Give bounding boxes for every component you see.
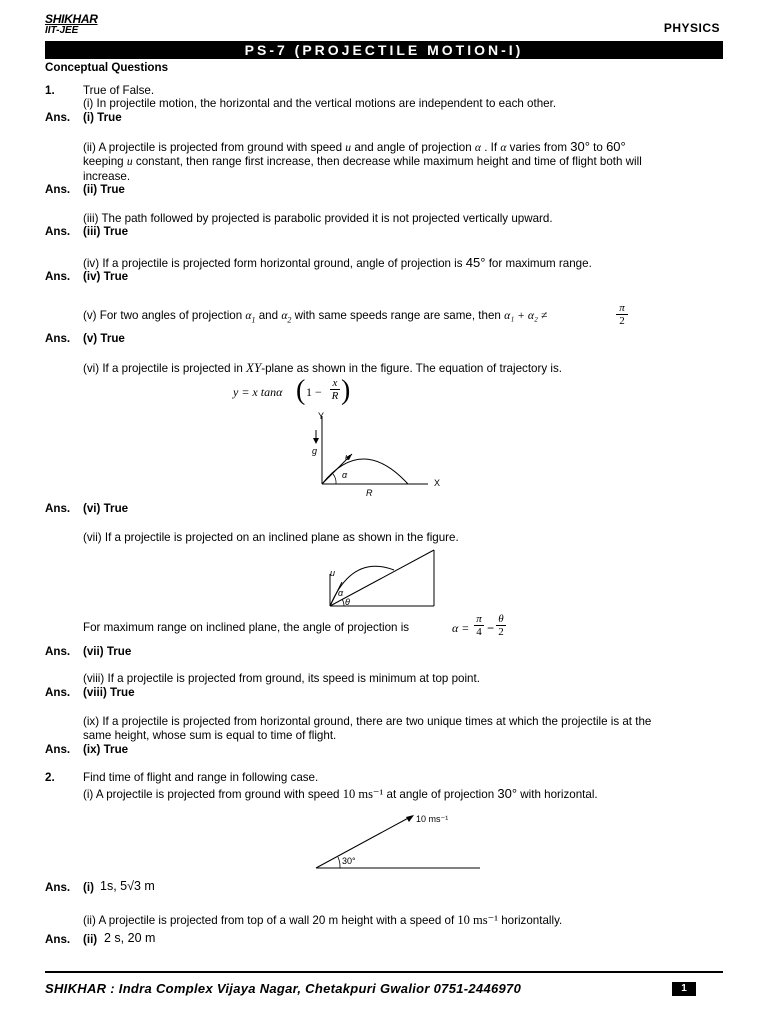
answer-2: (ii) True bbox=[83, 183, 125, 196]
label-u: u bbox=[345, 452, 351, 462]
footer-divider bbox=[45, 971, 723, 973]
ans-label: Ans. bbox=[45, 933, 71, 946]
ans-label: Ans. bbox=[45, 225, 71, 238]
q2-answer-1-label: (i) bbox=[83, 881, 94, 894]
q2-statement-1: (i) A projectile is projected from ground with speed 10 ms⁻¹ at angle of projection 30° with horizontal. bbox=[83, 786, 598, 801]
paren-left: ( bbox=[296, 375, 306, 406]
angle-arc bbox=[333, 474, 336, 484]
ans-label: Ans. bbox=[45, 645, 71, 658]
figure-launch-30deg bbox=[310, 810, 486, 874]
statement-4: (iv) If a projectile is projected form horizontal ground, angle of projection is 45° for maximum range. bbox=[83, 255, 592, 270]
question-number: 1. bbox=[45, 84, 55, 97]
velocity-vector bbox=[316, 816, 412, 868]
arrow-head bbox=[406, 815, 414, 822]
ans-label: Ans. bbox=[45, 332, 71, 345]
statement-7b: For maximum range on inclined plane, the angle of projection is bbox=[83, 621, 410, 634]
answer-9: (ix) True bbox=[83, 743, 129, 756]
statement-2-line1: (ii) A projectile is projected from ground with speed u and angle of projection α . If α varies from 30° to 60° bbox=[83, 139, 626, 154]
label-theta: θ bbox=[345, 597, 350, 607]
answer-7: (vii) True bbox=[83, 645, 132, 658]
fraction-theta-over-2: θ 2 bbox=[496, 613, 506, 638]
answer-3: (iii) True bbox=[83, 225, 129, 238]
q2-answer-2-value: 2 s, 20 m bbox=[104, 931, 156, 945]
statement-2-line3: increase. bbox=[83, 170, 131, 183]
statement-1: (i) In projectile motion, the horizontal and the vertical motions are independent to each other. bbox=[83, 97, 557, 110]
answer-8: (viii) True bbox=[83, 686, 135, 699]
question-number: 2. bbox=[45, 771, 55, 784]
trajectory-equation: y = x tanα bbox=[233, 385, 283, 399]
alpha-equals: α = bbox=[452, 621, 470, 635]
label-R: R bbox=[366, 488, 373, 498]
label-alpha: α bbox=[338, 588, 344, 598]
footer-address: SHIKHAR : Indra Complex Vijaya Nagar, Chetakpuri Gwalior 0751-2446970 bbox=[45, 981, 522, 996]
subject-label: PHYSICS bbox=[663, 21, 720, 35]
logo-line2: IIT-JEE bbox=[45, 25, 79, 36]
answer-5: (v) True bbox=[83, 332, 125, 345]
statement-6: (vi) If a projectile is projected in XY-plane as shown in the figure. The equation of trajectory is. bbox=[83, 360, 562, 375]
q2-statement-2: (ii) A projectile is projected from top of a wall 20 m height with a speed of 10 ms⁻¹ horizontally. bbox=[83, 913, 563, 927]
label-Y: Y bbox=[318, 411, 325, 421]
statement-5: (v) For two angles of projection $\alpha_1$ and $\alpha_2$ with same speeds range are same, then α₁ + α₂ ≠ bbox=[83, 309, 548, 325]
page-number: 1 bbox=[672, 982, 696, 996]
ans-label: Ans. bbox=[45, 270, 71, 283]
ans-label: Ans. bbox=[45, 881, 71, 894]
angle-arc bbox=[338, 857, 340, 868]
shikhar-logo bbox=[45, 14, 98, 36]
figure-inclined-plane bbox=[320, 546, 440, 610]
statement-3: (iii) The path followed by projected is parabolic provided it is not projected vertically upward. bbox=[83, 212, 553, 225]
label-g: g bbox=[312, 446, 318, 456]
question-text: Find time of flight and range in following case. bbox=[83, 771, 319, 784]
statement-7: (vii) If a projectile is projected on an inclined plane as shown in the figure. bbox=[83, 531, 459, 544]
label-u: u bbox=[330, 568, 336, 578]
answer-4: (iv) True bbox=[83, 270, 129, 283]
gravity-arrow-head bbox=[313, 438, 319, 444]
ans-label: Ans. bbox=[45, 111, 71, 124]
ans-label: Ans. bbox=[45, 686, 71, 699]
label-alpha: α bbox=[342, 470, 348, 480]
ans-label: Ans. bbox=[45, 502, 71, 515]
statement-8: (viii) If a projectile is projected from ground, its speed is minimum at top point. bbox=[83, 672, 480, 685]
fraction-pi-over-4: π 4 bbox=[474, 613, 484, 638]
label-angle: 30° bbox=[342, 856, 356, 866]
statement-9-line2: same height, whose sum is equal to time of flight. bbox=[83, 729, 337, 742]
statement-2-line2: keeping u constant, then range first increase, then decrease while maximum height and time of flight both will bbox=[83, 155, 642, 168]
paren-right: ) bbox=[341, 375, 351, 406]
label-X: X bbox=[434, 478, 441, 488]
fraction-pi-over-2: π 2 bbox=[616, 302, 628, 327]
figure-projectile-ground bbox=[300, 408, 450, 500]
answer-6: (vi) True bbox=[83, 502, 129, 515]
q2-answer-1-value: 1s, 5√3 m bbox=[100, 879, 155, 893]
theta-arc bbox=[342, 599, 344, 606]
statement-9-line1: (ix) If a projectile is projected from horizontal ground, there are two unique times at which the projectile is at the bbox=[83, 715, 652, 728]
page-title: PS-7 (PROJECTILE MOTION-I) bbox=[45, 41, 723, 59]
ans-label: Ans. bbox=[45, 743, 71, 756]
q2-answer-2-label: (ii) bbox=[83, 933, 98, 946]
section-heading: Conceptual Questions bbox=[45, 61, 169, 74]
answer-1: (i) True bbox=[83, 111, 122, 124]
ans-label: Ans. bbox=[45, 183, 71, 196]
label-speed: 10 ms⁻¹ bbox=[416, 814, 449, 824]
fraction-x-over-R: x R bbox=[331, 377, 339, 402]
minus-sign: − bbox=[487, 621, 495, 635]
logo-line1: SHIKHAR bbox=[45, 12, 98, 26]
question-text: True of False. bbox=[83, 84, 155, 97]
